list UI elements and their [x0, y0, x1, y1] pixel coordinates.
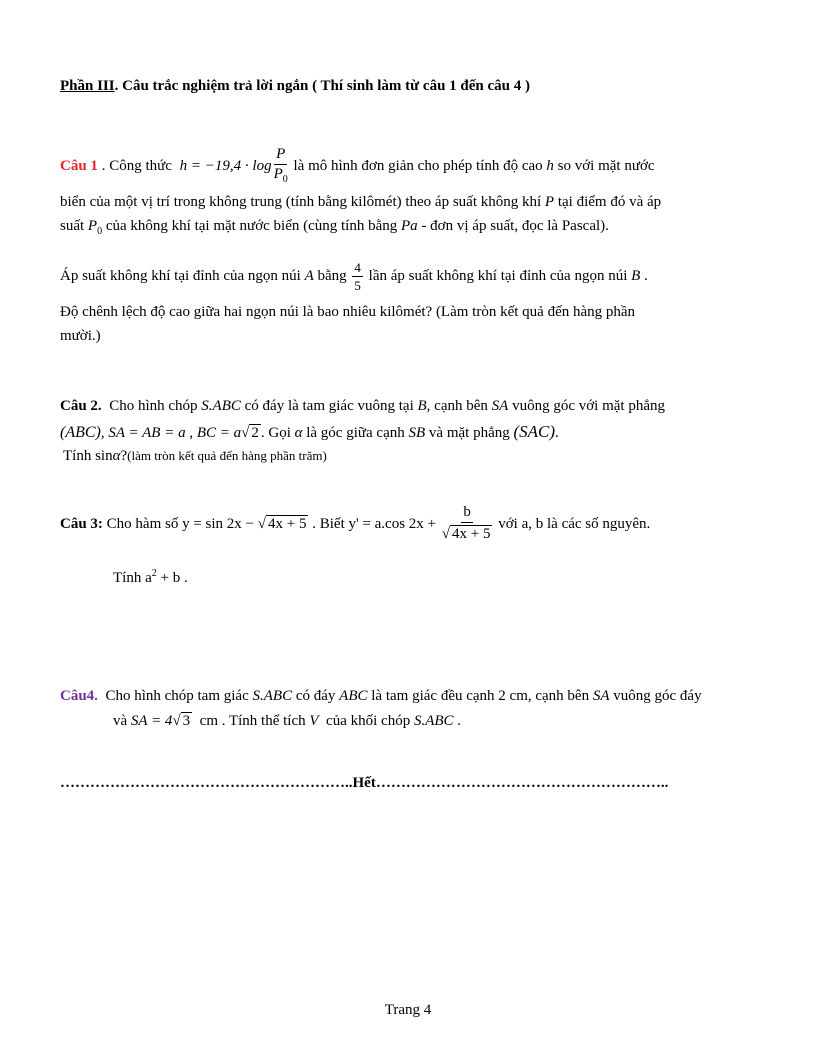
q3-frac-den: [442, 523, 493, 543]
q1-line-2: [60, 194, 661, 211]
q1-frac-num: P: [274, 147, 287, 165]
q3-text: Cho hàm số: [102, 515, 183, 532]
q2-line-2: [60, 422, 559, 442]
q1-text: Áp suất không khí tại đỉnh của ngọn núi: [60, 267, 305, 284]
q1-text: tại điểm đó và áp: [554, 194, 662, 210]
q1-line-3: [60, 218, 609, 237]
q2-var-b: B: [417, 398, 427, 414]
q1-text: - đơn vị áp suất, đọc là Pascal).: [417, 218, 609, 234]
q1-var-b: B: [631, 267, 641, 284]
q1-text: lần áp suất không khí tại đỉnh của ngọn núi: [364, 267, 632, 284]
q4-text: Cho hình chóp tam giác: [97, 688, 253, 704]
q4-text: là tam giác đều cạnh 2 cm, cạnh bên: [367, 688, 593, 704]
q1-line-1: [60, 146, 655, 186]
q3-expr-a: a: [145, 570, 152, 586]
q2-var-sb: SB: [408, 425, 426, 441]
q1-text: của không khí tại mặt nước biển (cùng tính bằng: [102, 218, 402, 234]
q2-plane-abc: (ABC): [60, 424, 101, 441]
q1-var-p0-sub: 0: [97, 226, 103, 237]
q4-text: có đáy: [292, 688, 340, 704]
q2-alpha: α: [294, 425, 303, 441]
q3-expr-b: + b: [156, 570, 181, 586]
q1-line-6: mười.): [60, 328, 101, 344]
page-number: Trang 4: [384, 1002, 432, 1018]
q1-text: .: [640, 267, 648, 284]
q2-line-1: [60, 398, 665, 415]
radical-sign: √: [172, 713, 181, 729]
q3-vars: a, b: [521, 515, 544, 532]
q2-text: và mặt phẳng: [425, 425, 514, 441]
section-title: . Câu trắc nghiệm trả lời ngắn ( Thí sinh làm từ câu 1 đến câu 4 ): [114, 78, 531, 94]
q3-label: Câu 3:: [60, 515, 103, 532]
q1-line-4: [60, 256, 648, 296]
q1-text: suất: [60, 218, 88, 234]
q2-sin: sin: [95, 448, 113, 464]
q1-text: là mô hình đơn giản cho phép tính độ cao: [289, 157, 547, 174]
q2-text: là góc giữa cạnh: [302, 425, 409, 441]
q4-equation: SA = 4: [130, 713, 173, 729]
q4-text: cm . Tính thể tích: [192, 713, 310, 729]
q4-text: và: [113, 713, 131, 729]
q2-text: có đáy là tam giác vuông tại: [240, 398, 418, 414]
q1-ratio-num: 4: [354, 259, 361, 275]
end-line: …………………………………………………..Hết…………………………………………………..: [60, 775, 669, 791]
q3-function-radicand: 4x + 5: [268, 516, 307, 533]
q4-text: của khối chóp: [318, 713, 414, 729]
q2-text: Cho hình chóp: [101, 398, 202, 414]
q1-frac-den-sub: 0: [282, 174, 288, 185]
q2-equation-1: , SA = AB = a: [100, 425, 186, 441]
q1-var-a: A: [304, 267, 314, 284]
q3-text: . Biết: [308, 515, 349, 532]
q4-base: ABC: [339, 688, 368, 704]
q1-label: Câu 1: [60, 157, 98, 174]
q3-derivative: y' = a.cos 2x +: [348, 515, 440, 532]
q1-text: biển của một vị trí trong không trung (tính bằng kilômét) theo áp suất không khí: [60, 194, 545, 210]
q2-alpha: α: [112, 448, 121, 464]
q1-ratio-fraction: [352, 261, 363, 292]
q4-label: Câu4.: [60, 688, 98, 704]
q4-text: .: [453, 713, 462, 729]
section-label: Phần III: [60, 78, 115, 94]
q1-formula-fraction: [274, 147, 288, 185]
radical-sign: √: [257, 515, 267, 532]
q2-text: ?: [120, 448, 128, 464]
q3-line-2: [113, 568, 188, 587]
q3-text: .: [180, 570, 188, 586]
q1-var-h: h: [546, 157, 554, 174]
section-header: [60, 78, 530, 95]
q2-radicand: 2: [251, 425, 259, 441]
q1-formula-lhs: h = −19,4 · log: [179, 157, 272, 174]
q1-text: bằng: [313, 267, 351, 284]
q4-pyramid: S.ABC: [252, 688, 293, 704]
q3-frac-den-radicand: 4x + 5: [452, 526, 491, 543]
q2-var-sa: SA: [491, 398, 509, 414]
q3-text: Tính: [113, 570, 146, 586]
q4-var-sa: SA: [592, 688, 610, 704]
q3-expr-sup: 2: [151, 568, 157, 579]
q2-text: ,: [185, 425, 197, 441]
q1-line-5: Độ chênh lệch độ cao giữa hai ngọn núi là bao nhiêu kilômét? (Làm tròn kết quả đến hàng phần: [60, 304, 636, 320]
q1-var-p: P: [544, 194, 555, 210]
q2-line-3: [63, 448, 327, 465]
q3-text: là các số nguyên.: [543, 515, 651, 532]
q2-note: (làm tròn kết quả đến hàng phần trăm): [127, 448, 327, 463]
q2-text: , cạnh bên: [426, 398, 492, 414]
q3-frac-num: b: [461, 505, 473, 523]
q2-text: .: [555, 425, 559, 441]
q3-derivative-fraction: [442, 505, 493, 543]
q1-unit: Pa: [401, 218, 418, 234]
q2-text: . Gọi: [260, 425, 295, 441]
q4-line-2: [113, 712, 461, 730]
q2-plane-sac: (SAC): [513, 422, 556, 441]
radical-sign: √: [441, 526, 450, 543]
q2-pyramid: S.ABC: [201, 398, 241, 414]
q1-text: . Công thức: [97, 157, 176, 174]
q2-text: vuông góc với mặt phẳng: [508, 398, 665, 414]
radical-sign: √: [241, 425, 250, 441]
q3-line-1: [60, 502, 650, 546]
q4-radicand: 3: [182, 713, 191, 729]
q1-frac-den-var: P: [273, 166, 283, 182]
q4-line-1: [60, 688, 702, 705]
q3-function: y = sin 2x −: [182, 515, 258, 532]
q2-text: Tính: [63, 448, 96, 464]
q2-label: Câu 2.: [60, 398, 102, 414]
q1-text: so với mặt nước: [553, 157, 655, 174]
q3-text: với: [494, 515, 522, 532]
q4-text: vuông góc đáy: [609, 688, 702, 704]
q4-var-v: V: [309, 713, 319, 729]
q1-var-p0: P: [87, 218, 98, 234]
q4-pyramid: S.ABC: [413, 713, 454, 729]
q1-ratio-den: 5: [354, 277, 361, 293]
q1-frac-den: [274, 165, 288, 185]
q2-equation-2: BC = a: [196, 425, 242, 441]
